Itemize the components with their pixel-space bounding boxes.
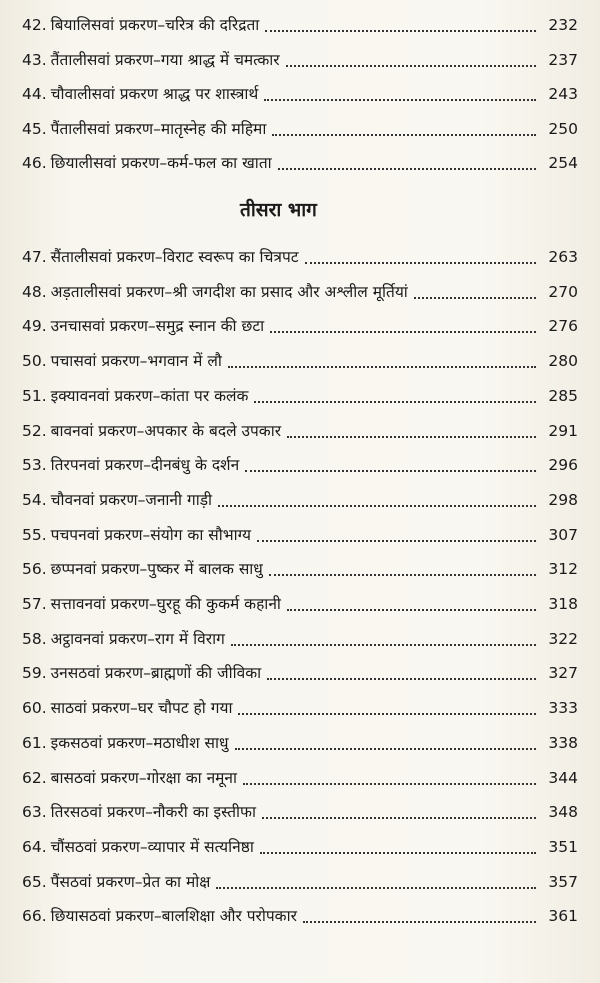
entry-page-number: 322 [548,629,578,648]
dot-leader [228,366,536,368]
entry-number: 52. [22,421,47,440]
section-heading: तीसरा भाग [240,199,317,221]
entry-page-number: 312 [548,560,578,579]
entry-title: इक्यावनवां प्रकरण–कांता पर कलंक [50,386,249,405]
entry-page-number: 361 [548,907,578,926]
toc-entry [22,416,578,446]
toc-entry [22,311,578,341]
entry-number: 45. [22,119,47,138]
entry-page-number: 348 [548,803,578,822]
entry-title: चौवालीसवां प्रकरण श्राद्ध पर शास्त्रार्थ [50,85,259,103]
entry-number: 44. [22,85,47,103]
entry-page-number: 344 [548,768,578,787]
entry-title: चौंसठवां प्रकरण–व्यापार में सत्यनिष्ठा [50,837,254,856]
entry-number: 47. [22,248,47,266]
entry-title: उनसठवां प्रकरण–ब्राह्मणों की जीविका [50,664,262,683]
entry-title: अड़तालीसवां प्रकरण–श्री जगदीश का प्रसाद और अश्लील मूर्तियां [50,282,408,301]
toc-entry [22,763,578,793]
entry-page-number: 237 [548,50,578,69]
entry-number: 53. [22,456,47,475]
entry-page-number: 280 [548,352,578,371]
entry-title: तैंतालीसवां प्रकरण–गया श्राद्ध में चमत्कार [50,50,280,69]
entry-title: उनचासवां प्रकरण–समुद्र स्नान की छटा [50,317,265,336]
dot-leader [245,470,536,472]
entry-title: बावनवां प्रकरण–अपकार के बदले उपकार [50,421,282,440]
entry-title: पैंसठवां प्रकरण–प्रेत का मोक्ष [50,872,211,891]
dot-leader [303,921,536,923]
dot-leader [235,748,536,750]
entry-title: बासठवां प्रकरण–गोरक्षा का नमूना [50,768,238,787]
toc-entry [22,797,578,827]
entry-title: तिरसठवां प्रकरण–नौकरी का इस्तीफा [50,803,257,822]
toc-entry [22,624,578,654]
dot-leader [272,134,536,136]
entry-title: इकसठवां प्रकरण–मठाधीश साधु [50,733,229,752]
entry-number: 51. [22,386,47,405]
entry-number: 55. [22,525,47,544]
toc-entry [22,554,578,584]
entry-number: 50. [22,352,47,371]
entry-number: 43. [22,50,47,69]
entry-page-number: 298 [548,490,578,509]
entry-page-number: 270 [548,282,578,301]
entry-number: 57. [22,595,47,613]
dot-leader [269,574,536,576]
toc-entry [22,832,578,862]
entry-title: छियालीसवां प्रकरण–कर्म-फल का खाता [50,154,272,172]
toc-entry [22,114,578,144]
entry-page-number: 357 [548,872,578,891]
toc-entry [22,728,578,758]
dot-leader [218,505,536,507]
entry-number: 61. [22,733,47,752]
dot-leader [216,887,536,889]
toc-entry [22,589,578,619]
entry-title: अट्ठावनवां प्रकरण–राग में विराग [50,629,225,648]
entry-title: छियासठवां प्रकरण–बालशिक्षा और परोपकार [50,907,297,926]
entry-title: छप्पनवां प्रकरण–पुष्कर में बालक साधु [50,560,263,579]
entry-number: 66. [22,907,47,926]
entry-number: 60. [22,699,47,718]
entry-page-number: 327 [548,664,578,683]
entry-page-number: 254 [548,154,578,172]
dot-leader [278,168,536,170]
entry-title: चौवनवां प्रकरण–जनानी गाड़ी [50,490,213,509]
dot-leader [238,713,536,715]
toc-entry [22,520,578,550]
entry-number: 49. [22,317,47,336]
toc-entry [22,79,578,109]
dot-leader [287,436,536,438]
entry-title: पचासवां प्रकरण–भगवान में लौ [50,352,222,371]
entry-title: पचपनवां प्रकरण–संयोग का सौभाग्य [50,525,252,544]
entry-number: 64. [22,837,47,856]
dot-leader [305,262,536,264]
entry-page-number: 338 [548,733,578,752]
entry-number: 56. [22,560,47,579]
entry-number: 58. [22,629,47,648]
toc-entry [22,45,578,75]
entry-number: 54. [22,490,47,509]
toc-entry [22,867,578,897]
dot-leader [231,644,536,646]
entry-page-number: 243 [548,85,578,103]
dot-leader [265,30,536,32]
entry-number: 62. [22,768,47,787]
entry-title: पैंतालीसवां प्रकरण–मातृस्नेह की महिमा [50,119,267,138]
toc-entry [22,346,578,376]
toc-entry [22,450,578,480]
entry-title: बियालिसवां प्रकरण–चरित्र की दरिद्रता [50,16,260,34]
entry-page-number: 318 [548,595,578,613]
toc-entry [22,485,578,515]
dot-leader [286,65,536,67]
toc-entry [22,381,578,411]
entry-page-number: 276 [548,317,578,336]
entry-number: 42. [22,16,47,34]
dot-leader [267,678,536,680]
toc-entry [22,277,578,307]
entry-page-number: 291 [548,421,578,440]
entry-page-number: 333 [548,699,578,718]
entry-title: साठवां प्रकरण–घर चौपट हो गया [50,699,233,718]
entry-title: सैंतालीसवां प्रकरण–विराट स्वरूप का चित्रपट [50,248,299,266]
entry-number: 65. [22,872,47,891]
dot-leader [270,331,536,333]
dot-leader [260,852,536,854]
entry-page-number: 296 [548,456,578,475]
dot-leader [287,609,536,611]
toc-entry [22,10,578,40]
toc-entry [22,693,578,723]
entry-page-number: 285 [548,386,578,405]
toc-entry [22,901,578,931]
toc-entry [22,242,578,272]
dot-leader [257,540,536,542]
entry-number: 46. [22,154,47,172]
entry-number: 63. [22,803,47,822]
entry-number: 48. [22,282,47,301]
toc-entry [22,658,578,688]
entry-page-number: 250 [548,119,578,138]
entry-number: 59. [22,664,47,683]
entry-title: तिरपनवां प्रकरण–दीनबंधु के दर्शन [50,456,240,475]
dot-leader [414,297,536,299]
entry-page-number: 263 [548,248,578,266]
entry-title: सत्तावनवां प्रकरण–घुरहू की कुकर्म कहानी [50,595,281,613]
toc-entry [22,148,578,178]
dot-leader [254,401,536,403]
entry-page-number: 307 [548,525,578,544]
entry-page-number: 232 [548,16,578,34]
entry-page-number: 351 [548,837,578,856]
dot-leader [264,99,536,101]
dot-leader [243,783,536,785]
dot-leader [262,817,536,819]
